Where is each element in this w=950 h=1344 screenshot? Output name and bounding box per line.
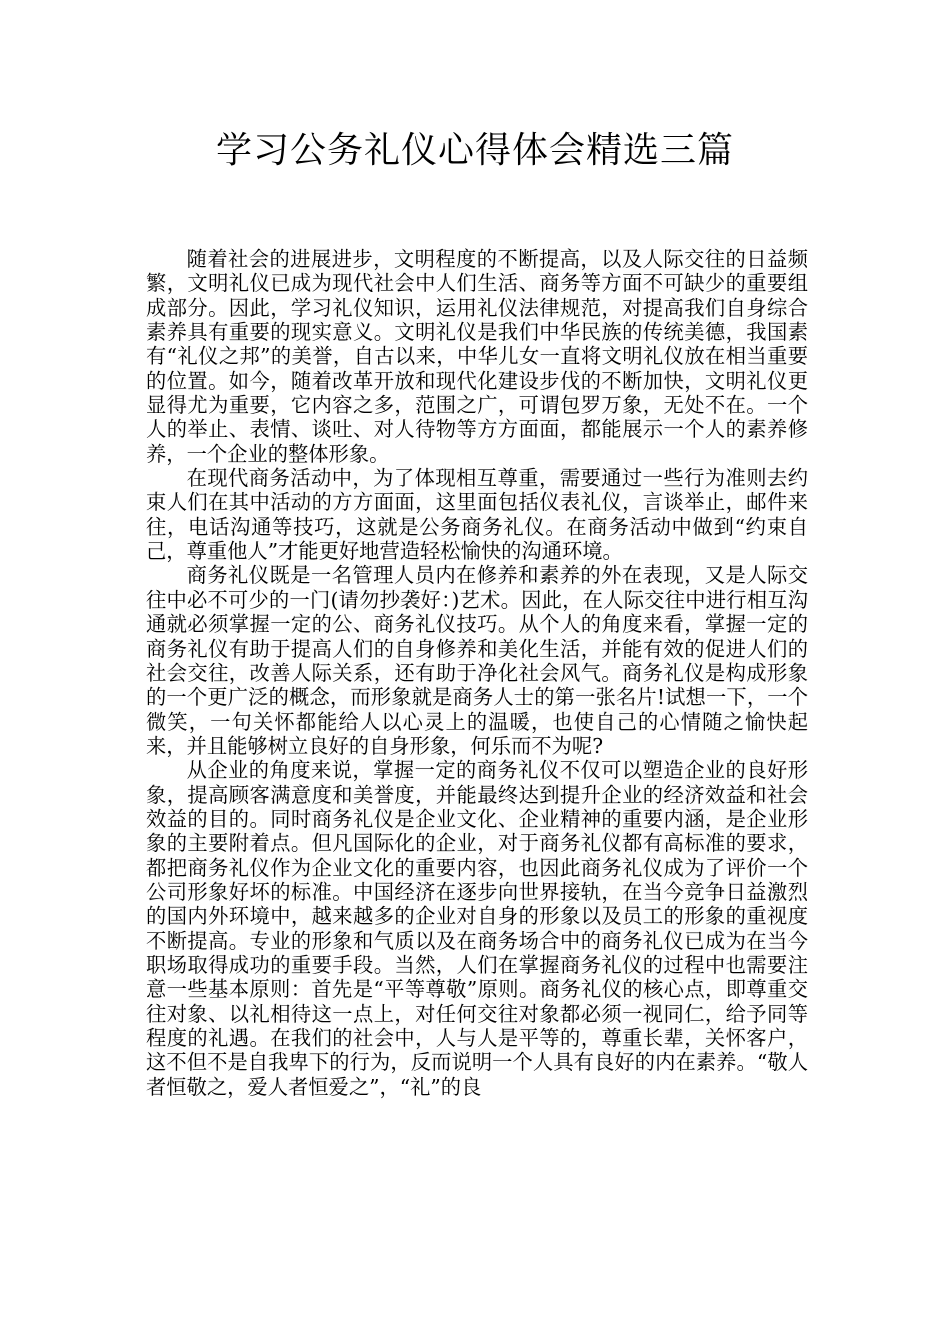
paragraph: 在现代商务活动中，为了体现相互尊重，需要通过一些行为准则去约束人们在其中活动的方方面面，这里面包括仪表礼仪，言谈举止，邮件来往，电话沟通等技巧，这就是公务商务礼仪。在商务活动中做到“约束自己，尊重他人”才能更好地营造轻松愉快的沟通环境。	[146, 466, 808, 564]
document-body	[146, 247, 808, 1099]
paragraph: 从企业的角度来说，掌握一定的商务礼仪不仅可以塑造企业的良好形象，提高顾客满意度和美誉度，并能最终达到提升企业的经济效益和社会效益的目的。同时商务礼仪是企业文化、企业精神的重要内涵，是企业形象的主要附着点。但凡国际化的企业，对于商务礼仪都有高标准的要求，都把商务礼仪作为企业文化的重要内容，也因此商务礼仪成为了评价一个公司形象好坏的标准。中国经济在逐步向世界接轨，在当今竞争日益激烈的国内外环境中，越来越多的企业对自身的形象以及员工的形象的重视度不断提高。专业的形象和气质以及在商务场合中的商务礼仪已成为在当今职场取得成功的重要手段。当然，人们在掌握商务礼仪的过程中也需要注意一些基本原则：首先是“平等尊敬”原则。商务礼仪的核心点，即尊重交往对象、以礼相待这一点上，对任何交往对象都必须一视同仁，给予同等程度的礼遇。在我们的社会中，人与人是平等的，尊重长辈，关怀客户，这不但不是自我卑下的行为，反而说明一个人具有良好的内在素养。“敬人者恒敬之，爱人者恒爱之”，“礼”的良	[146, 758, 808, 1099]
paragraph: 商务礼仪既是一名管理人员内在修养和素养的外在表现，又是人际交往中必不可少的一门(请勿抄袭好：)艺术。因此，在人际交往中进行相互沟通就必须掌握一定的公、商务礼仪技巧。从个人的角度来看，掌握一定的商务礼仪有助于提高人们的自身修养和美化生活，并能有效的促进人们的社会交往，改善人际关系，还有助于净化社会风气。商务礼仪是构成形象的一个更广泛的概念，而形象就是商务人士的第一张名片!试想一下，一个微笑，一句关怀都能给人以心灵上的温暖，也使自己的心情随之愉快起来，并且能够树立良好的自身形象，何乐而不为呢?	[146, 563, 808, 758]
paragraph: 随着社会的进展进步，文明程度的不断提高，以及人际交往的日益频繁，文明礼仪已成为现代社会中人们生活、商务等方面不可缺少的重要组成部分。因此，学习礼仪知识，运用礼仪法律规范，对提高我们自身综合素养具有重要的现实意义。文明礼仪是我们中华民族的传统美德，我国素有“礼仪之邦”的美誉，自古以来，中华儿女一直将文明礼仪放在相当重要的位置。如今，随着改革开放和现代化建设步伐的不断加快，文明礼仪更显得尤为重要，它内容之多，范围之广，可谓包罗万象，无处不在。一个人的举止、表情、谈吐、对人待物等方方面面，都能展示一个人的素养修养，一个企业的整体形象。	[146, 247, 808, 466]
document-title: 学习公务礼仪心得体会精选三篇	[215, 130, 734, 171]
